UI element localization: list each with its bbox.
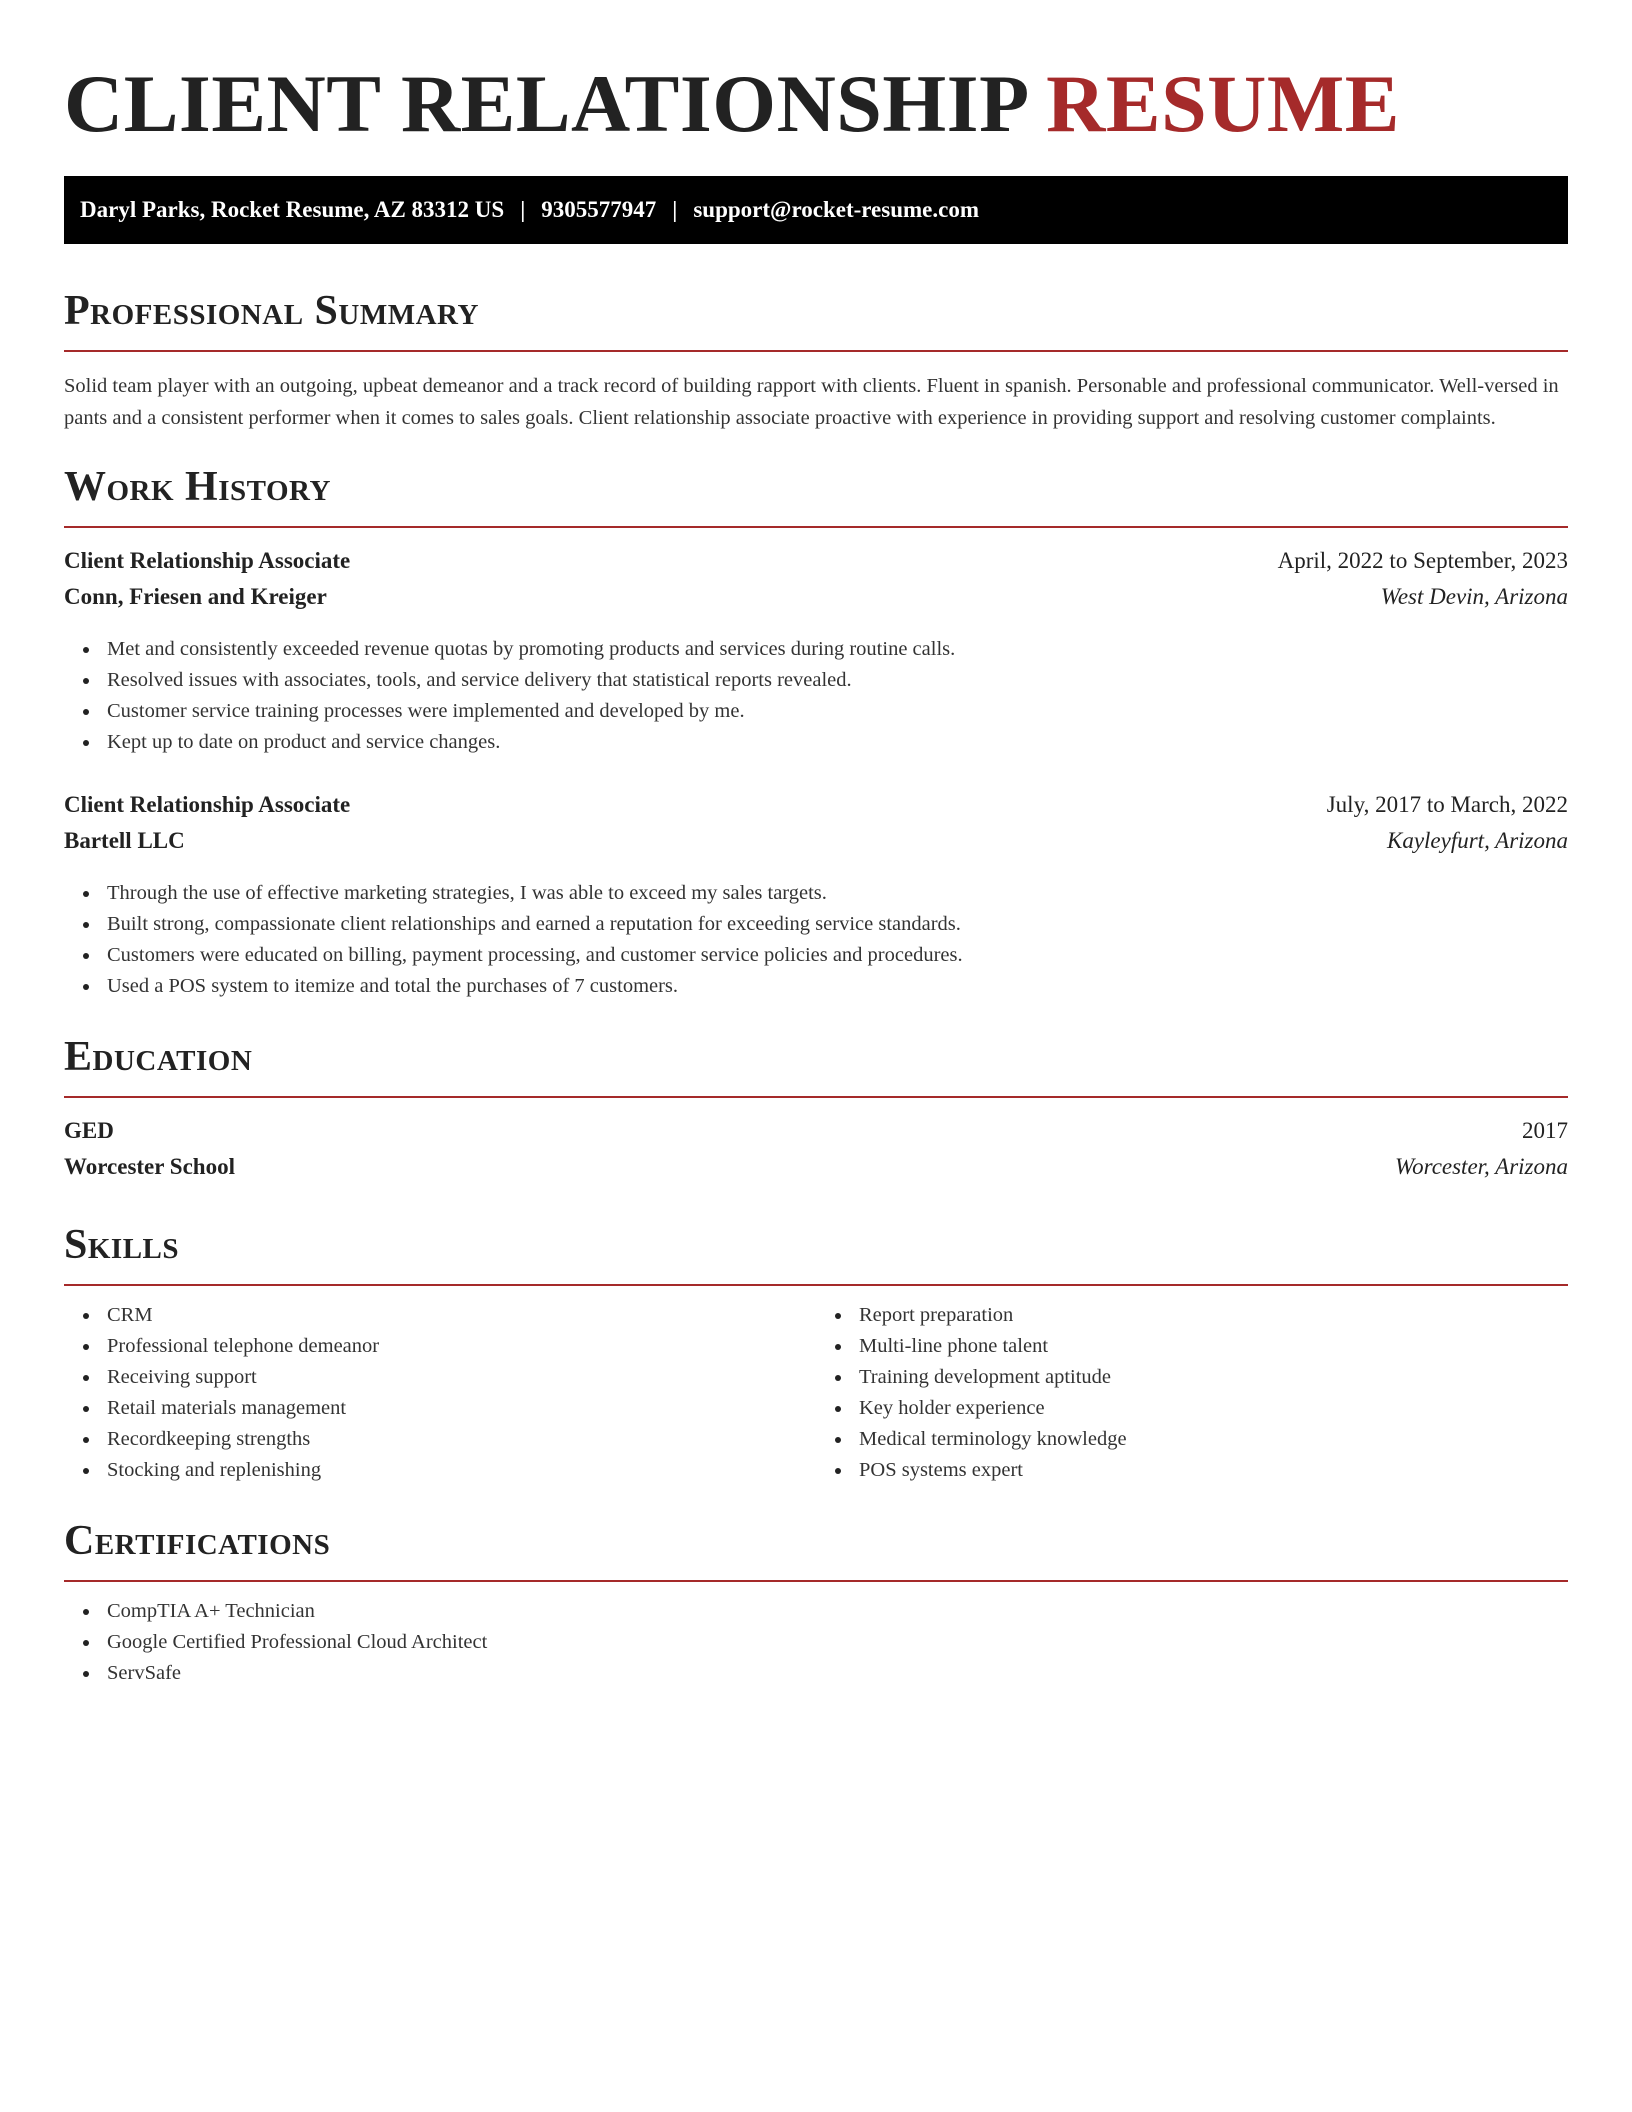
job-location: Kayleyfurt, Arizona [1386,828,1568,853]
job-dates: July, 2017 to March, 2022 [1326,792,1568,817]
education-degree: GED [64,1118,114,1143]
contact-address: Daryl Parks, Rocket Resume, AZ 83312 US [80,197,505,222]
section-heading: Education [64,1032,1568,1098]
certifications-section [64,1516,1568,1689]
skills-section [64,1220,1568,1486]
list-item: Used a POS system to itemize and total the purchases of 7 customers. [107,971,1568,1002]
education-year: 2017 [1522,1118,1568,1143]
summary-text: Solid team player with an outgoing, upbeat demeanor and a track record of building rapport with clients. Fluent in spanish. Personable and professional communicator. Well-versed in pants and a consistent performer when it comes to sales goals. Client relationship associate proactive with experience in providing support and resolving customer complaints. [64,375,1559,429]
list-item: Stocking and replenishing [107,1455,816,1486]
list-item: Resolved issues with associates, tools, and service delivery that statistical reports revealed. [107,665,1568,696]
education-location: Worcester, Arizona [1395,1154,1568,1179]
job-company-row [64,584,1568,620]
certifications-list [64,1596,1568,1689]
list-item: CRM [107,1300,816,1331]
education-header-row [64,1118,1568,1154]
list-item: CompTIA A+ Technician [107,1596,1568,1627]
job-header-row [64,792,1568,828]
section-heading: Certifications [64,1516,1568,1582]
list-item: Kept up to date on product and service changes. [107,727,1568,758]
education-section [64,1032,1568,1190]
list-item: Key holder experience [859,1393,1568,1424]
skills-list-right [816,1300,1568,1486]
list-item: ServSafe [107,1658,1568,1689]
contact-phone: 9305577947 [541,197,657,222]
job-dates: April, 2022 to September, 2023 [1277,548,1568,573]
job-bullets [64,878,1568,1002]
list-item: Customers were educated on billing, payment processing, and customer service policies and procedures. [107,940,1568,971]
list-item: Customer service training processes were implemented and developed by me. [107,696,1568,727]
title-accent: RESUME [1046,58,1400,149]
job-bullets [64,634,1568,758]
contact-email: support@rocket-resume.com [693,197,979,222]
job-entry [64,548,1568,758]
list-item: Through the use of effective marketing strategies, I was able to exceed my sales targets. [107,878,1568,909]
contact-bar [64,176,1568,244]
contact-separator: | [520,197,526,222]
list-item: Built strong, compassionate client relationships and earned a reputation for exceeding service standards. [107,909,1568,940]
contact-separator: | [672,197,678,222]
job-location: West Devin, Arizona [1380,584,1568,609]
summary-section [64,286,1568,434]
job-header-row [64,548,1568,584]
resume-title [64,56,1568,152]
job-company: Conn, Friesen and Kreiger [64,584,327,609]
list-item: Recordkeeping strengths [107,1424,816,1455]
list-item: Report preparation [859,1300,1568,1331]
work-history-section [64,462,1568,1002]
section-heading: Work History [64,462,1568,528]
section-heading: Professional Summary [64,286,1568,352]
section-heading: Skills [64,1220,1568,1286]
list-item: Receiving support [107,1362,816,1393]
list-item: Professional telephone demeanor [107,1331,816,1362]
education-school-row [64,1154,1568,1190]
job-title: Client Relationship Associate [64,792,351,817]
skills-columns [64,1286,1568,1486]
list-item: Retail materials management [107,1393,816,1424]
list-item: POS systems expert [859,1455,1568,1486]
list-item: Google Certified Professional Cloud Architect [107,1627,1568,1658]
job-title: Client Relationship Associate [64,548,351,573]
title-main: CLIENT RELATIONSHIP [64,58,1026,149]
list-item: Multi-line phone talent [859,1331,1568,1362]
list-item: Medical terminology knowledge [859,1424,1568,1455]
job-company-row [64,828,1568,864]
education-school: Worcester School [64,1154,235,1179]
job-entry [64,792,1568,1002]
education-entry [64,1118,1568,1190]
skills-list-left [64,1300,816,1486]
job-company: Bartell LLC [64,828,185,853]
list-item: Training development aptitude [859,1362,1568,1393]
list-item: Met and consistently exceeded revenue quotas by promoting products and services during routine calls. [107,634,1568,665]
